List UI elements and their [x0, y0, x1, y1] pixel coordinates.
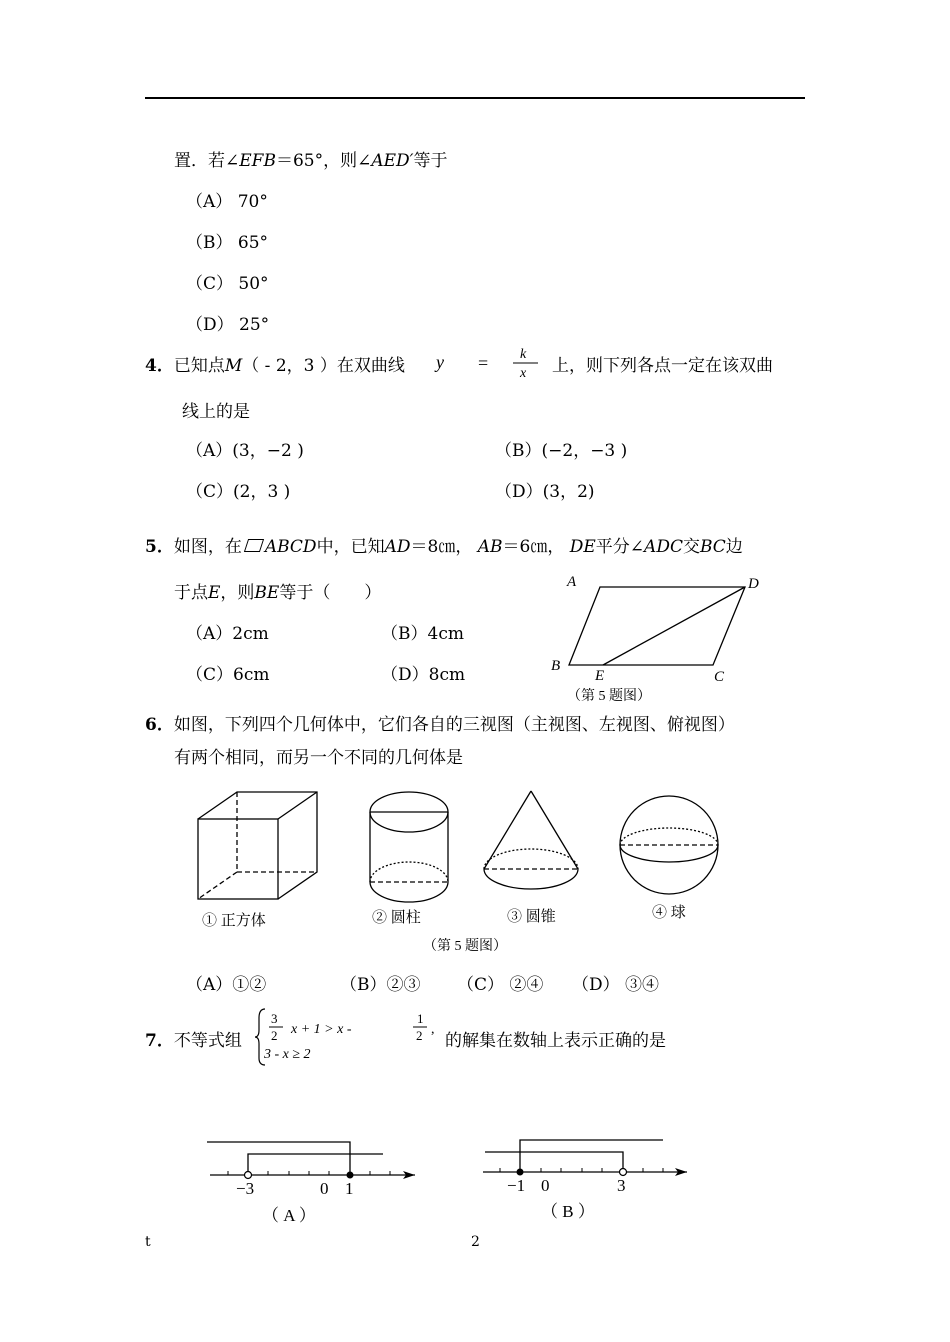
- q4-point-m: M: [224, 356, 243, 376]
- q3-stem-text: ＝65°，则∠: [275, 151, 372, 171]
- option-text: ②④: [509, 975, 544, 995]
- option-text: 2cm: [232, 624, 269, 644]
- q5-stem-text: 等于（ ）: [279, 583, 382, 603]
- option-label: （C）: [186, 665, 234, 685]
- q5-stem-text: 边: [725, 537, 743, 557]
- cube-figure: [198, 792, 317, 899]
- option-text: 6cm: [233, 665, 270, 685]
- q5-de: DE: [569, 537, 596, 557]
- option-label: （D）: [186, 315, 234, 335]
- q5-adc: ADC: [644, 537, 683, 557]
- fraction-denominator: 2: [416, 1028, 423, 1043]
- q4-stem-line2: 线上的是: [182, 402, 250, 422]
- option-text: ②③: [386, 975, 421, 995]
- q5-abcd: ABCD: [264, 537, 317, 557]
- q3-stem-text: 等于: [413, 151, 448, 171]
- page-number: 2: [471, 1234, 480, 1250]
- question-number: 4．: [145, 356, 174, 376]
- option-text: ①②: [232, 975, 267, 995]
- q5-stem-text: 如图，在: [173, 537, 242, 557]
- q4-coords: （ - 2，3 ）: [242, 356, 337, 376]
- tick-label: 0: [320, 1179, 329, 1198]
- solid-label-sphere: ④ 球: [652, 905, 686, 921]
- q5-ad-value: ＝8㎝，: [410, 537, 473, 557]
- option-label: （D）: [381, 665, 429, 685]
- q6-option-c[interactable]: [457, 970, 543, 995]
- q5-option-c[interactable]: [186, 660, 269, 685]
- option-text: 50°: [238, 274, 269, 294]
- eq-sign: =: [478, 353, 489, 373]
- q5-option-d[interactable]: [381, 660, 465, 685]
- option-label: （A）: [186, 975, 233, 995]
- q5-stem-text: 平分∠: [595, 537, 645, 557]
- q6-solids-figure: [180, 785, 740, 960]
- option-label: （C）: [186, 274, 234, 294]
- option-text: (−2，−3 ): [541, 441, 628, 461]
- fraction-numerator: 1: [417, 1011, 424, 1026]
- q4-stem-text: 已知点: [173, 356, 225, 376]
- option-text: ③④: [625, 975, 660, 995]
- fraction-denominator: 2: [271, 1028, 278, 1043]
- option-label: （D）: [495, 482, 543, 502]
- option-label: （A）: [186, 624, 233, 644]
- segment-de: [603, 587, 745, 665]
- tick-label: 0: [541, 1176, 550, 1195]
- q4-option-d[interactable]: [495, 477, 595, 502]
- option-text: (3，2): [542, 482, 595, 502]
- q3-angle-efb: EFB: [239, 151, 276, 171]
- footer-mark: t: [145, 1234, 151, 1250]
- option-text: (2，3 ): [233, 482, 291, 502]
- open-point: [620, 1169, 627, 1176]
- q5-ab: AB: [477, 537, 503, 557]
- tick-label: −1: [507, 1176, 526, 1195]
- parallelogram-symbol: [244, 539, 264, 552]
- q6-stem-line1: [145, 710, 735, 735]
- option-label: （D）: [572, 975, 620, 995]
- option-text: (3，−2 ): [232, 441, 304, 461]
- q5-stem-line2: [174, 578, 381, 603]
- tick-label: −3: [236, 1179, 255, 1198]
- q5-parallelogram-figure: [545, 570, 775, 705]
- tick-label: 1: [345, 1179, 354, 1198]
- q6-option-b[interactable]: [340, 970, 421, 995]
- q3-angle-aed: AED′: [371, 151, 414, 171]
- eq-denominator: x: [520, 366, 527, 381]
- q5-bc: BC: [699, 537, 726, 557]
- q7-number-line-a: [195, 1130, 425, 1230]
- q5-ad: AD: [384, 537, 411, 557]
- q6-stem-line2: 有两个相同，而另一个不同的几何体是: [174, 748, 463, 768]
- inequality-2: 3 - x ≥ 2: [264, 1047, 311, 1062]
- q3-stem: [174, 146, 448, 171]
- question-number: 5．: [145, 537, 174, 557]
- question-number: 6．: [145, 715, 174, 735]
- label-b: B: [551, 658, 561, 674]
- label-a: A: [567, 574, 577, 590]
- option-text: 65°: [237, 233, 269, 253]
- q4-option-c[interactable]: [186, 477, 290, 502]
- option-label: （A）: [186, 441, 233, 461]
- q6-stem-text: 如图，下列四个几何体中，它们各自的三视图（主视图、左视图、俯视图）: [173, 715, 735, 735]
- parallelogram-abcd: [569, 587, 745, 665]
- eq-numerator: k: [520, 347, 527, 362]
- q7-number-line-b: [475, 1130, 705, 1230]
- solid-label-cube: ① 正方体: [202, 913, 266, 929]
- q4-stem-line1: [145, 351, 405, 376]
- sphere-figure: [620, 796, 718, 894]
- q6-option-d[interactable]: [572, 970, 659, 995]
- open-point: [245, 1172, 252, 1179]
- q5-stem-text: ，则: [220, 583, 255, 603]
- q4-stem-text: 在双曲线: [336, 356, 405, 376]
- q7-inequality-system: [255, 1006, 445, 1068]
- header-rule: [145, 97, 805, 99]
- figure-caption: （第 5 题图）: [567, 689, 651, 704]
- q7-stem-b: 的解集在数轴上表示正确的是: [445, 1031, 666, 1051]
- q5-stem-text: 中，已知: [316, 537, 385, 557]
- option-text: 4cm: [427, 624, 464, 644]
- cylinder-figure: [370, 792, 448, 902]
- option-label: （C）: [186, 482, 234, 502]
- eq-y: y: [436, 352, 444, 372]
- closed-point: [517, 1169, 524, 1176]
- option-label: （A）: [186, 192, 233, 212]
- option-label: （C）: [457, 975, 505, 995]
- q4-option-b[interactable]: [495, 436, 627, 461]
- closed-point: [347, 1172, 354, 1179]
- label-c: C: [714, 669, 725, 685]
- option-label: （ A ）: [262, 1206, 316, 1225]
- solution-bracket-upper: [520, 1140, 663, 1172]
- q3-option-b[interactable]: [186, 228, 268, 253]
- q5-stem-text: 交: [682, 537, 700, 557]
- question-number: 7．: [145, 1031, 174, 1051]
- option-label: （B）: [340, 975, 387, 995]
- q3-option-a[interactable]: [186, 187, 268, 212]
- q4-stem-text: 上，则下列各点一定在该双曲: [552, 356, 773, 376]
- q5-stem-text: 于点: [174, 583, 208, 603]
- option-label: （ B ）: [541, 1202, 595, 1221]
- solid-label-cylinder: ② 圆柱: [372, 910, 421, 926]
- figure-caption: （第 5 题图）: [423, 939, 507, 954]
- option-label: （B）: [381, 624, 428, 644]
- fraction-numerator: 3: [271, 1011, 278, 1026]
- q5-e: E: [208, 583, 221, 603]
- q3-option-c[interactable]: [186, 269, 269, 294]
- solid-label-cone: ③ 圆锥: [507, 909, 556, 925]
- option-label: （B）: [186, 233, 233, 253]
- label-e: E: [595, 668, 605, 684]
- inequality-1-body: x + 1 > x -: [291, 1022, 352, 1037]
- option-text: 70°: [237, 192, 268, 212]
- option-text: 25°: [239, 315, 270, 335]
- q6-option-a[interactable]: [186, 970, 266, 995]
- q5-stem-line1: [145, 532, 743, 557]
- q7-stem-text: 不等式组: [173, 1031, 242, 1051]
- solution-bracket-upper: [207, 1142, 350, 1175]
- q5-option-a[interactable]: [186, 619, 269, 644]
- q3-option-d[interactable]: [186, 310, 269, 335]
- label-d: D: [748, 576, 759, 592]
- q5-be: BE: [254, 583, 280, 603]
- comma: ,: [431, 1022, 435, 1037]
- cone-figure: [484, 791, 578, 889]
- q4-hyperbola-equation: [430, 342, 550, 382]
- q5-option-b[interactable]: [381, 619, 464, 644]
- option-label: （B）: [495, 441, 542, 461]
- q3-stem-text: 置．若∠: [174, 151, 240, 171]
- q5-ab-value: ＝6㎝，: [502, 537, 565, 557]
- tick-label: 3: [617, 1176, 626, 1195]
- option-text: 8cm: [428, 665, 466, 685]
- q7-stem-a: [145, 1026, 242, 1051]
- q4-option-a[interactable]: [186, 436, 304, 461]
